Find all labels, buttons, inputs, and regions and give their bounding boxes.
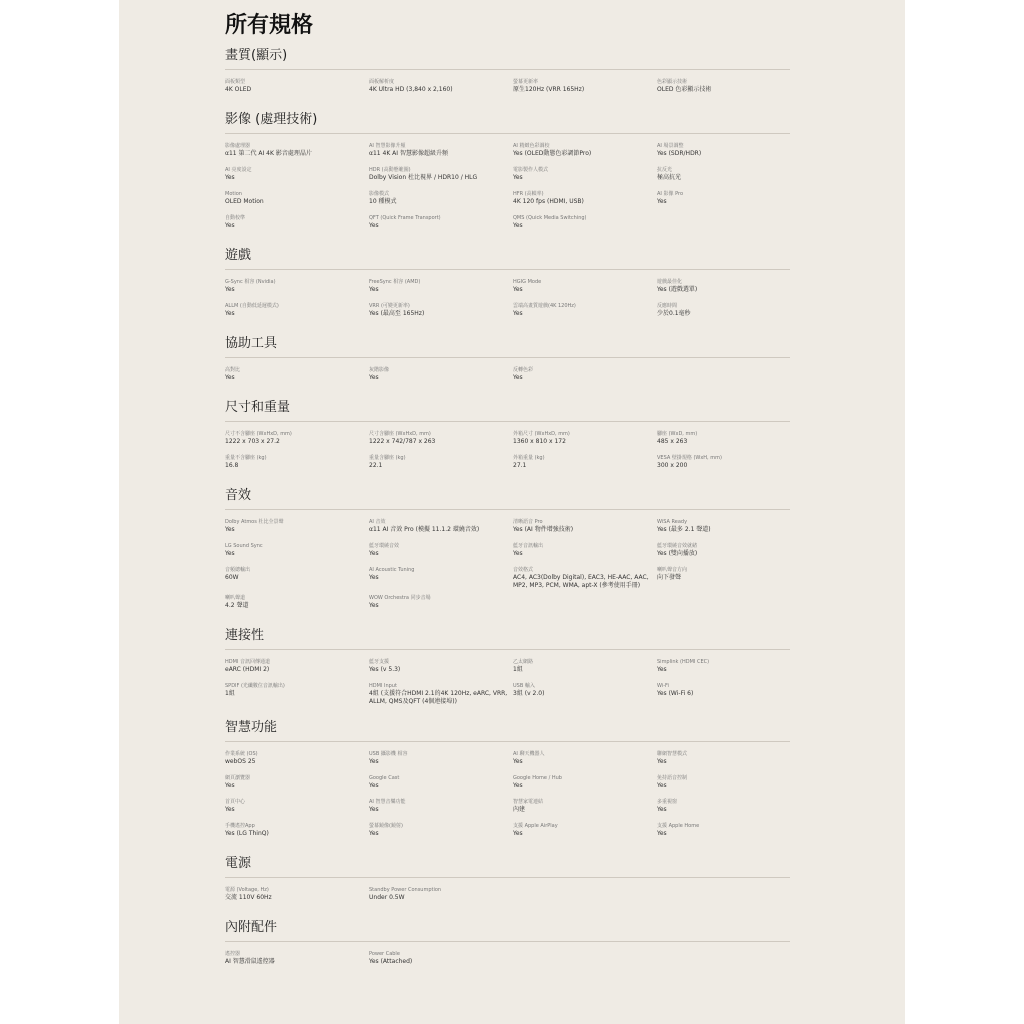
spec-label: AI 影像 Pro: [657, 191, 684, 197]
spec-label: Simplink (HDMI CEC): [657, 659, 710, 665]
spec-item: [369, 566, 513, 590]
spec-value: Yes: [513, 374, 523, 381]
spec-label: 支援 Apple AirPlay: [513, 823, 558, 829]
spec-label: 喇叭聲道: [225, 595, 246, 601]
spec-label: 重量不含腳座 (kg): [225, 455, 267, 461]
spec-value: Yes: [225, 174, 235, 181]
section-title: 內附配件: [225, 918, 790, 942]
section-title: 音效: [225, 486, 790, 510]
spec-label: AI 音效: [369, 519, 386, 525]
spec-value: OLED 色彩顯示技術: [657, 86, 712, 93]
spec-value: 向下發聲: [657, 574, 682, 581]
spec-label: 智慧家電連結: [513, 799, 544, 805]
spec-value: 16.8: [225, 462, 239, 469]
spec-item: [513, 658, 657, 678]
spec-label: USB 輸入: [513, 683, 535, 689]
spec-label: 手機遙控App: [225, 823, 255, 829]
spec-value: 交流 110V 60Hz: [225, 894, 272, 901]
spec-item: [225, 822, 369, 842]
spec-value: Yes (最高至 165Hz): [369, 310, 425, 317]
spec-label: 高對比: [225, 367, 241, 373]
spec-item: [513, 454, 657, 474]
spec-value: Yes (雙向播放): [657, 550, 698, 557]
spec-value: Yes: [225, 286, 235, 293]
spec-value: Yes: [657, 758, 667, 765]
spec-value: Yes: [369, 574, 379, 581]
spec-value: Yes: [225, 310, 235, 317]
spec-item: [513, 682, 657, 706]
spec-item: [513, 190, 657, 210]
spec-label: 藍牙音訊輸出: [513, 543, 544, 549]
spec-item: [225, 950, 369, 970]
spec-value: Yes (最多 2.1 聲道): [657, 526, 711, 533]
spec-section: [225, 246, 790, 332]
spec-item: [225, 190, 369, 210]
spec-label: 反應時間: [657, 303, 678, 309]
spec-label: 喇叭聲音方向: [657, 567, 688, 573]
section-title: 智慧功能: [225, 718, 790, 742]
spec-item: [513, 822, 657, 842]
spec-item: [657, 166, 790, 186]
spec-value: 1222 x 703 x 27.2: [225, 438, 280, 445]
spec-value: Yes (Attached): [369, 958, 413, 965]
spec-label: HDMI Input: [369, 683, 397, 689]
spec-label: 尺寸不含腳座 (WxHxD, mm): [225, 431, 292, 437]
spec-label: AI 智慧影像升頻: [369, 143, 406, 149]
spec-item: [369, 594, 513, 614]
spec-value: Yes (v 5.3): [369, 666, 401, 673]
spec-value: 內建: [513, 806, 526, 813]
spec-value: Yes: [513, 758, 523, 765]
spec-label: USB 攝影機 相容: [369, 751, 408, 757]
spec-label: 影像模式: [369, 191, 390, 197]
spec-label: 支援 Apple Home: [657, 823, 700, 829]
spec-value: Yes: [369, 550, 379, 557]
spec-item: [225, 142, 369, 162]
spec-grid: [225, 430, 790, 474]
spec-value: α11 4K AI 智慧影像超級升頻: [369, 150, 448, 157]
spec-page: [119, 0, 905, 1024]
spec-value: Yes: [369, 806, 379, 813]
spec-label: AI Acoustic Tuning: [369, 567, 415, 573]
spec-label: VESA 壁掛規格 (WxH, mm): [657, 455, 722, 461]
spec-item: [513, 798, 657, 818]
spec-label: 遙控器: [225, 951, 241, 957]
spec-value: Dolby Vision 杜比視界 / HDR10 / HLG: [369, 174, 478, 181]
page-title: 所有規格: [225, 13, 314, 38]
spec-item: [369, 542, 513, 562]
spec-item: [513, 302, 657, 322]
spec-label: Standby Power Consumption: [369, 887, 442, 893]
spec-item: [369, 774, 513, 794]
spec-label: AI 亮度設定: [225, 167, 252, 173]
spec-value: OLED Motion: [225, 198, 264, 205]
spec-section: [225, 918, 790, 980]
spec-value: Yes: [369, 830, 379, 837]
spec-label: 灰階影像: [369, 367, 390, 373]
spec-label: 螢幕鏡像(鏡射): [369, 823, 403, 829]
spec-value: Yes: [225, 222, 235, 229]
spec-value: Yes: [369, 758, 379, 765]
spec-label: LG Sound Sync: [225, 543, 263, 549]
section-spacer: [225, 906, 790, 916]
spec-value: Yes (Wi-Fi 6): [657, 690, 694, 697]
spec-value: Yes: [369, 602, 379, 609]
spec-item: [369, 166, 513, 186]
spec-label: 免持語音控制: [657, 775, 688, 781]
spec-section: [225, 110, 790, 244]
spec-value: Yes: [369, 222, 379, 229]
spec-value: Yes (SDR/HDR): [657, 150, 702, 157]
spec-item: [657, 518, 790, 538]
spec-item: [225, 658, 369, 678]
spec-item: [369, 78, 513, 98]
spec-item: [225, 366, 369, 386]
spec-value: Yes: [225, 550, 235, 557]
spec-item: [513, 214, 657, 234]
spec-value: Yes: [513, 222, 523, 229]
spec-label: AI 場景調整: [657, 143, 684, 149]
spec-value: Yes: [513, 550, 523, 557]
spec-value: Yes: [369, 374, 379, 381]
spec-label: Wi-Fi: [657, 683, 669, 689]
section-title: 電源: [225, 854, 790, 878]
spec-item: [225, 302, 369, 322]
spec-label: 螢幕更新率: [513, 79, 539, 85]
spec-item: [657, 798, 790, 818]
spec-value: Yes (LG ThinQ): [225, 830, 269, 837]
spec-value: Yes: [657, 782, 667, 789]
spec-label: 面板類型: [225, 79, 246, 85]
spec-item: [657, 278, 790, 298]
spec-label: AI 聊天機器人: [513, 751, 545, 757]
spec-item: [225, 566, 369, 590]
spec-value: 極高抗光: [657, 174, 682, 181]
spec-item: [657, 682, 790, 706]
spec-label: WiSA Ready: [657, 519, 688, 525]
spec-value: eARC (HDMI 2): [225, 666, 270, 673]
spec-item: [369, 658, 513, 678]
spec-value: 10 種模式: [369, 198, 397, 205]
spec-value: 4K OLED: [225, 86, 252, 93]
spec-label: Google Home / Hub: [513, 775, 562, 781]
spec-value: Yes: [513, 286, 523, 293]
spec-item: [225, 278, 369, 298]
spec-label: 外箱尺寸 (WxHxD, mm): [513, 431, 570, 437]
spec-grid: [225, 366, 790, 386]
spec-item: [225, 774, 369, 794]
spec-grid: [225, 750, 790, 842]
spec-item: [225, 430, 369, 450]
section-title: 連接性: [225, 626, 790, 650]
spec-value: 1360 x 810 x 172: [513, 438, 566, 445]
spec-item: [513, 750, 657, 770]
spec-item: [225, 886, 369, 906]
section-spacer: [225, 234, 790, 244]
spec-label: 乙太網路: [513, 659, 534, 665]
spec-label: 作業系統 (OS): [225, 751, 258, 757]
spec-label: HFR (高幀率): [513, 191, 544, 197]
spec-item: [225, 594, 369, 614]
spec-label: FreeSync 相容 (AMD): [369, 279, 421, 285]
spec-value: 60W: [225, 574, 239, 581]
spec-label: 色彩顯示技術: [657, 79, 688, 85]
spec-item: [225, 166, 369, 186]
section-spacer: [225, 842, 790, 852]
spec-value: Yes (OLED動態色彩調節Pro): [513, 150, 592, 157]
spec-value: Yes (AI 物件增強技術): [513, 526, 574, 533]
spec-label: 反轉色彩: [513, 367, 534, 373]
spec-label: Dolby Atmos 杜比全景聲: [225, 519, 284, 525]
spec-item: [657, 542, 790, 562]
spec-value: Under 0.5W: [369, 894, 405, 901]
spec-value: 485 x 263: [657, 438, 688, 445]
section-title: 尺寸和重量: [225, 398, 790, 422]
spec-item: [225, 454, 369, 474]
spec-label: HDR (高動態範圍): [369, 167, 411, 173]
spec-value: 少於0.1毫秒: [657, 310, 691, 317]
spec-label: G-Sync 相容 (Nvidia): [225, 279, 276, 285]
spec-value: AC4, AC3(Dolby Digital), EAC3, HE-AAC, AAC, MP2, MP3, PCM, WMA, apt-X (參考使用手冊): [513, 574, 649, 589]
spec-label: 腳座 (WxD, mm): [657, 431, 698, 437]
spec-item: [369, 142, 513, 162]
spec-item: [225, 750, 369, 770]
spec-item: [225, 518, 369, 538]
spec-item: [513, 166, 657, 186]
spec-label: AI 精緻色彩調校: [513, 143, 550, 149]
spec-value: Yes: [225, 526, 235, 533]
spec-label: 遊戲最佳化: [657, 279, 683, 285]
spec-item: [513, 566, 657, 590]
spec-label: 音效格式: [513, 567, 534, 573]
spec-section: [225, 398, 790, 484]
spec-item: [513, 542, 657, 562]
spec-value: Yes: [225, 806, 235, 813]
spec-value: Yes: [225, 374, 235, 381]
spec-item: [369, 750, 513, 770]
spec-item: [369, 366, 513, 386]
spec-item: [657, 302, 790, 322]
spec-item: [657, 190, 790, 210]
spec-label: QMS (Quick Media Switching): [513, 215, 587, 221]
spec-value: Yes: [513, 782, 523, 789]
spec-section: [225, 718, 790, 852]
spec-label: 首頁中心: [225, 799, 246, 805]
spec-item: [369, 682, 513, 706]
spec-label: Google Cast: [369, 775, 400, 781]
spec-label: 電影製作人模式: [513, 167, 549, 173]
spec-grid: [225, 278, 790, 322]
spec-label: QFT (Quick Frame Transport): [369, 215, 441, 221]
spec-label: 清晰語音 Pro: [513, 519, 543, 525]
spec-value: Yes: [513, 310, 523, 317]
spec-item: [369, 278, 513, 298]
spec-label: 音頻總輸出: [225, 567, 251, 573]
spec-item: [513, 430, 657, 450]
spec-item: [369, 518, 513, 538]
spec-section: [225, 486, 790, 624]
section-spacer: [225, 614, 790, 624]
spec-grid: [225, 142, 790, 234]
spec-value: Yes: [657, 806, 667, 813]
spec-label: 面板解析度: [369, 79, 395, 85]
section-title: 影像 (處理技術): [225, 110, 790, 134]
spec-value: AI 智慧滑鼠遙控器: [225, 958, 275, 965]
spec-item: [225, 798, 369, 818]
spec-label: 多重視窗: [657, 799, 678, 805]
spec-item: [657, 750, 790, 770]
section-title: 協助工具: [225, 334, 790, 358]
spec-item: [657, 658, 790, 678]
section-title: 畫質(顯示): [225, 46, 790, 70]
spec-value: 300 x 200: [657, 462, 688, 469]
spec-item: [657, 566, 790, 590]
spec-item: [513, 78, 657, 98]
spec-item: [369, 430, 513, 450]
section-spacer: [225, 386, 790, 396]
spec-label: 外箱重量 (kg): [513, 455, 545, 461]
spec-value: 4K Ultra HD (3,840 x 2,160): [369, 86, 453, 93]
section-spacer: [225, 706, 790, 716]
section-spacer: [225, 98, 790, 108]
spec-label: AI 智慧音樂功能: [369, 799, 406, 805]
spec-label: 影像處理器: [225, 143, 251, 149]
section-spacer: [225, 970, 790, 980]
spec-value: 3組 (v 2.0): [513, 690, 545, 697]
spec-item: [225, 214, 369, 234]
spec-label: VRR (可變更新率): [369, 303, 410, 309]
spec-value: Yes: [369, 286, 379, 293]
spec-value: Yes: [513, 830, 523, 837]
spec-value: 4組 (支援符合HDMI 2.1的4K 120Hz, eARC, VRR, ALLM, QMS及QFT (4個連接埠)): [369, 690, 508, 705]
spec-label: WOW Orchestra 同步音場: [369, 595, 431, 601]
spec-item: [657, 142, 790, 162]
spec-label: HDMI 音訊回傳通道: [225, 659, 270, 665]
spec-item: [369, 950, 513, 970]
spec-label: 藍牙環繞音效: [369, 543, 400, 549]
spec-value: 4.2 聲道: [225, 602, 249, 609]
spec-label: 雲端高畫質遊戲(4K 120Hz): [513, 303, 576, 309]
spec-section: [225, 46, 790, 108]
spec-grid: [225, 78, 790, 98]
spec-item: [369, 190, 513, 210]
spec-grid: [225, 518, 790, 614]
spec-value: 4K 120 fps (HDMI, USB): [513, 198, 584, 205]
spec-item: [657, 78, 790, 98]
spec-label: HGIG Mode: [513, 279, 542, 285]
spec-label: 重量含腳座 (kg): [369, 455, 406, 461]
spec-value: Yes: [657, 198, 667, 205]
spec-label: Motion: [225, 191, 242, 197]
spec-value: Yes: [657, 666, 667, 673]
spec-item: [225, 542, 369, 562]
spec-label: 自動校準: [225, 215, 246, 221]
spec-label: 網頁瀏覽器: [225, 775, 251, 781]
spec-item: [657, 774, 790, 794]
spec-item: [369, 886, 513, 906]
spec-item: [657, 822, 790, 842]
spec-label: 電源 (Voltage, Hz): [225, 887, 269, 893]
spec-item: [225, 78, 369, 98]
spec-value: Yes (遊戲選單): [657, 286, 698, 293]
spec-value: webOS 25: [225, 758, 256, 765]
section-spacer: [225, 474, 790, 484]
spec-sections: [225, 46, 790, 980]
spec-value: Yes: [369, 782, 379, 789]
spec-value: Yes: [657, 830, 667, 837]
spec-item: [225, 682, 369, 706]
spec-value: α11 AI 音效 Pro (模擬 11.1.2 環繞音效): [369, 526, 480, 533]
spec-value: α11 第二代 AI 4K 影音處理晶片: [225, 150, 312, 157]
spec-item: [369, 822, 513, 842]
spec-value: 1222 x 742/787 x 263: [369, 438, 436, 445]
spec-label: 聯網智慧模式: [657, 751, 688, 757]
spec-section: [225, 334, 790, 396]
spec-label: ALLM (自動低延遲模式): [225, 303, 279, 309]
section-spacer: [225, 322, 790, 332]
spec-item: [369, 214, 513, 234]
spec-label: Power Cable: [369, 951, 400, 957]
spec-item: [513, 774, 657, 794]
spec-value: 22.1: [369, 462, 383, 469]
spec-value: Yes: [513, 174, 523, 181]
spec-value: 原生120Hz (VRR 165Hz): [513, 86, 585, 93]
spec-value: 27.1: [513, 462, 527, 469]
spec-value: 1組: [225, 690, 235, 697]
spec-item: [369, 798, 513, 818]
spec-item: [369, 454, 513, 474]
spec-section: [225, 854, 790, 916]
spec-item: [369, 302, 513, 322]
spec-label: SPDIF (光纖數位音訊輸出): [225, 683, 285, 689]
spec-grid: [225, 886, 790, 906]
spec-item: [513, 278, 657, 298]
spec-grid: [225, 658, 790, 706]
spec-item: [513, 366, 657, 386]
spec-label: 藍牙支援: [369, 659, 390, 665]
spec-label: 藍牙環繞音效就緒: [657, 543, 698, 549]
spec-section: [225, 626, 790, 716]
spec-value: Yes: [225, 782, 235, 789]
spec-item: [513, 518, 657, 538]
spec-item: [513, 142, 657, 162]
spec-grid: [225, 950, 790, 970]
spec-value: 1組: [513, 666, 523, 673]
spec-item: [657, 430, 790, 450]
spec-item: [657, 454, 790, 474]
spec-content: [225, 8, 790, 980]
spec-label: 尺寸含腳座 (WxHxD, mm): [369, 431, 431, 437]
section-title: 遊戲: [225, 246, 790, 270]
spec-label: 抗反光: [657, 167, 673, 173]
